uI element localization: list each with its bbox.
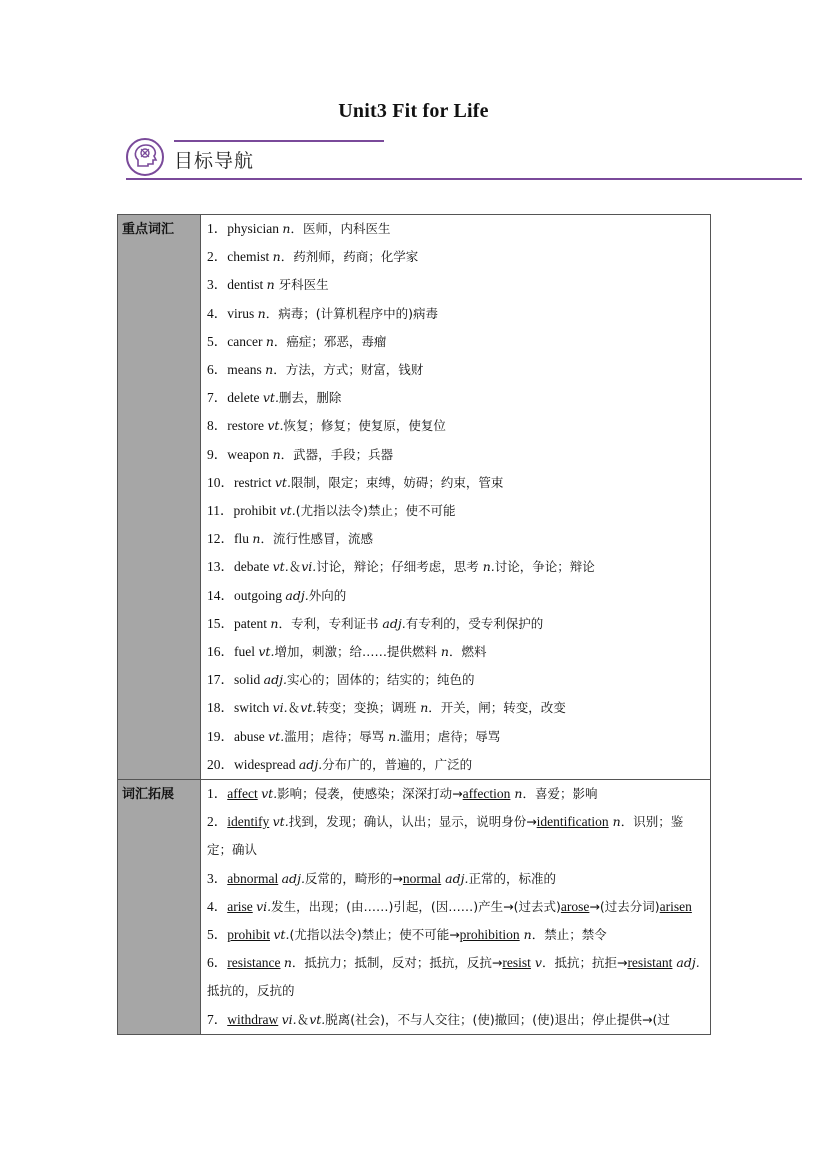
section-row-word-expansion [118,780,711,1035]
header-accent-line [174,140,384,142]
brain-head-icon [126,138,164,176]
vocab-item: 6．means n．方法，方式；财富，钱财 [207,362,424,378]
vocab-item: 2．chemist n．药剂师，药商；化学家 [207,249,419,265]
header-divider [126,178,802,180]
vocab-item: 7．withdraw vi.＆vt.脱离(社会)，不与人交往；(使)撤回；(使)退出；停止提供→(过 [207,1011,670,1027]
category-cell: 词汇拓展 [118,780,201,1035]
page-title: Unit3 Fit for Life [338,100,489,122]
vocab-item: 16．fuel vt.增加，刺激；给……提供燃料 n．燃料 [207,644,487,660]
vocab-item: 5．prohibit vt.(尤指以法令)禁止；使不可能→prohibition n．禁止；禁令 [207,927,607,943]
vocab-item: 6．resistance n．抵抗力；抵制，反对；抵抗，反抗→resist v．抵抗；抗拒→resistant adj.抵抗的，反抗的 [207,955,700,999]
section-header-label: 目标导航 [174,150,255,172]
category-cell: 重点词汇 [118,215,201,780]
vocab-item: 8．restore vt.恢复；修复；使复原，使复位 [207,418,446,434]
vocab-item: 1．physician n．医师，内科医生 [207,221,391,236]
vocab-item: 7．delete vt.删去，删除 [207,390,342,406]
vocab-item: 15．patent n．专利，专利证书 adj.有专利的，受专利保护的 [207,615,544,631]
vocab-item: 3．abnormal adj.反常的，畸形的→normal adj.正常的，标准的 [207,870,556,886]
vocab-item: 12．flu n．流行性感冒，流感 [207,531,373,547]
section-row-key-vocab [118,215,711,780]
vocab-item: 9．weapon n．武器，手段；兵器 [207,446,394,462]
vocab-item: 3．dentist n 牙科医生 [207,277,329,293]
vocab-item: 17．solid adj.实心的；固体的；结实的；纯色的 [207,672,475,688]
section-header [126,138,802,182]
vocab-item: 20．widespread adj.分布广的，普遍的，广泛的 [207,756,473,772]
items-cell [201,780,711,1035]
vocab-item: 19．abuse vt.滥用；虐待；辱骂 n.滥用；虐待；辱骂 [207,728,501,744]
items-cell [201,215,711,780]
vocab-item: 5．cancer n．癌症；邪恶，毒瘤 [207,333,387,349]
vocab-item: 11．prohibit vt.(尤指以法令)禁止；使不可能 [207,503,456,519]
vocabulary-table [117,214,711,1035]
vocab-item: 1．affect vt.影响；侵袭，使感染；深深打动→affection n．喜爱；影响 [207,786,598,802]
vocab-item: 13．debate vt.＆vi.讨论，辩论；仔细考虑，思考 n.讨论，争论；辩论 [207,559,595,575]
vocab-item: 10．restrict vt.限制，限定；束缚，妨碍；约束，管束 [207,474,504,490]
vocab-item: 2．identify vt.找到，发现；确认，认出；显示，说明身份→identification n．识别；鉴定；确认 [207,814,684,858]
vocab-item: 14．outgoing adj.外向的 [207,587,347,603]
vocab-item: 4．arise vi.发生，出现；(由……)引起，(因……)产生→(过去式)arose→(过去分词)arisen [207,898,692,914]
vocab-item: 18．switch vi.＆vt.转变；变换；调班 n．开关，闸；转变，改变 [207,700,566,716]
vocab-item: 4．virus n．病毒；(计算机程序中的)病毒 [207,305,438,321]
